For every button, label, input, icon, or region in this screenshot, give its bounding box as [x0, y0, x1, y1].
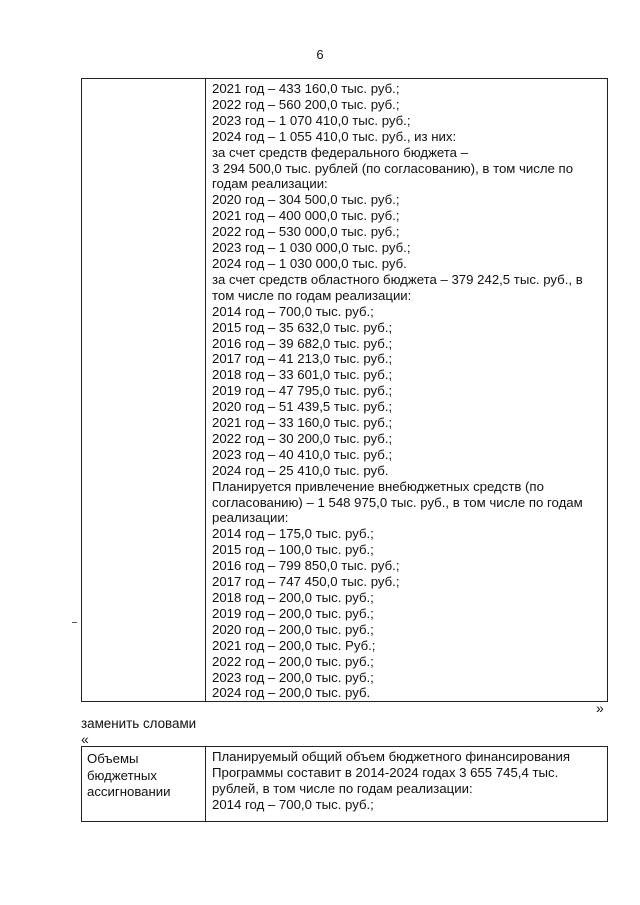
- funding-line: 2014 год – 700,0 тыс. руб.;: [212, 796, 374, 812]
- funding-line: 2021 год – 433 160,0 тыс. руб.;: [212, 81, 400, 96]
- funding-line: 2017 год – 41 213,0 тыс. руб.;: [212, 351, 393, 367]
- funding-line: 2023 год – 200,0 тыс. руб.;: [212, 669, 374, 685]
- funding-line: 2019 год – 47 795,0 тыс. руб.;: [212, 383, 393, 399]
- funding-line: 2021 год – 200,0 тыс. Руб.;: [212, 637, 376, 653]
- funding-line: 2023 год – 1 030 000,0 тыс. руб.;: [212, 240, 411, 256]
- funding-line: 2021 год – 400 000,0 тыс. руб.;: [212, 208, 400, 224]
- funding-line: 2014 год – 175,0 тыс. руб.;: [212, 526, 374, 542]
- funding-line: за счет средств федерального бюджета –: [212, 144, 469, 160]
- funding-line: 2024 год – 25 410,0 тыс. руб.: [212, 462, 389, 478]
- funding-line: 2022 год – 560 200,0 тыс. руб.;: [212, 96, 400, 112]
- funding-line: реализации:: [212, 510, 289, 526]
- funding-line: Планируется привлечение внебюджетных средств (по: [212, 478, 544, 494]
- opening-quote: «: [81, 731, 89, 747]
- budget-allocations-label-cell: [82, 747, 206, 822]
- funding-line: 2022 год – 30 200,0 тыс. руб.;: [212, 430, 393, 446]
- funding-line: том числе по годам реализации:: [212, 287, 412, 303]
- funding-line: согласованию) – 1 548 975,0 тыс. руб., в том числе по годам: [212, 494, 583, 510]
- funding-line: 2022 год – 530 000,0 тыс. руб.;: [212, 224, 400, 240]
- label-line: ассигновании: [87, 784, 171, 799]
- page-number: 6: [316, 47, 324, 62]
- label-line: бюджетных: [87, 767, 157, 783]
- funding-line: 2023 год – 1 070 410,0 тыс. руб.;: [212, 112, 411, 128]
- replace-instruction: заменить словами: [81, 716, 197, 731]
- funding-line: 2024 год – 1 030 000,0 тыс. руб.: [212, 255, 407, 271]
- funding-line: за счет средств областного бюджета – 379 242,5 тыс. руб., в: [212, 271, 583, 287]
- funding-line: 2017 год – 747 450,0 тыс. руб.;: [212, 574, 400, 590]
- funding-line: 2022 год – 200,0 тыс. руб.;: [212, 653, 374, 669]
- funding-line: 2015 год – 35 632,0 тыс. руб.;: [212, 319, 393, 335]
- funding-table-replacement: [81, 746, 608, 822]
- funding-details-cell: [206, 79, 608, 702]
- funding-line: годам реализации:: [212, 176, 328, 192]
- funding-line: 2023 год – 40 410,0 тыс. руб.;: [212, 446, 393, 462]
- funding-line: 2016 год – 799 850,0 тыс. руб.;: [212, 558, 400, 574]
- margin-mark: [72, 622, 77, 623]
- funding-line: 2018 год – 33 601,0 тыс. руб.;: [212, 367, 393, 383]
- label-line: Объемы: [87, 751, 139, 766]
- funding-line: Планируемый общий объем бюджетного финансирования: [212, 749, 571, 764]
- funding-line: 2016 год – 39 682,0 тыс. руб.;: [212, 335, 393, 351]
- funding-line: 2018 год – 200,0 тыс. руб.;: [212, 590, 374, 605]
- funding-line: 2020 год – 304 500,0 тыс. руб.;: [212, 192, 400, 208]
- funding-line: 2021 год – 33 160,0 тыс. руб.;: [212, 415, 393, 431]
- planned-funding-cell: [206, 747, 608, 822]
- funding-line: 2019 год – 200,0 тыс. руб.;: [212, 605, 374, 621]
- closing-quote: »: [596, 700, 604, 716]
- funding-line: 2020 год – 200,0 тыс. руб.;: [212, 621, 374, 637]
- funding-line: 2024 год – 1 055 410,0 тыс. руб., из них:: [212, 128, 457, 144]
- funding-line: Программы составит в 2014-2024 годах 3 655 745,4 тыс.: [212, 764, 559, 780]
- funding-line: 2024 год – 200,0 тыс. руб.: [212, 685, 371, 701]
- funding-line: 3 294 500,0 тыс. рублей (по согласованию), в том числе по: [212, 160, 574, 176]
- funding-line: 2014 год – 700,0 тыс. руб.;: [212, 303, 374, 319]
- funding-line: рублей, в том числе по годам реализации:: [212, 780, 473, 796]
- funding-line: 2020 год – 51 439,5 тыс. руб.;: [212, 399, 393, 415]
- funding-line: 2015 год – 100,0 тыс. руб.;: [212, 542, 374, 558]
- funding-table-continued: [81, 78, 608, 702]
- empty-label-cell: [82, 79, 206, 702]
